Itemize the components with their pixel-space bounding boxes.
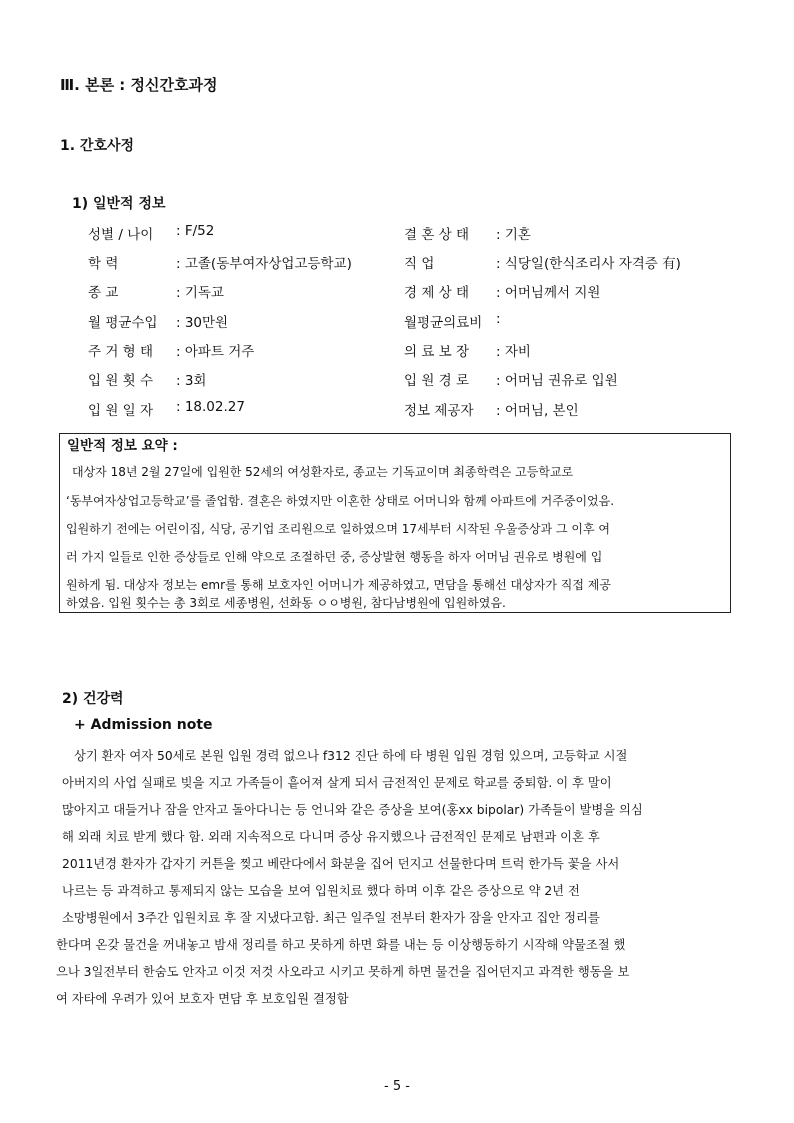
info-label: 의 료 보 장	[404, 344, 470, 360]
summary-line: ‘동부여자상업고등학교’를 졸업함. 결혼은 하였지만 이혼한 상태로 어머니와 함께 아파트에 거주중이었음.	[66, 494, 615, 508]
info-row	[0, 369, 794, 393]
info-row	[0, 340, 794, 364]
info-value: : 30만원	[176, 315, 229, 331]
info-value: : 18.02.27	[176, 399, 245, 415]
info-label: 월평균의료비	[404, 315, 483, 331]
info-label: 입 원 일 자	[88, 403, 154, 419]
body-line: 상기 환자 여자 50세로 본원 입원 경력 없으나 f312 진단 하에 타 병원 입원 경험 있으며, 고등학교 시절	[74, 749, 628, 763]
info-label: 입 원 경 로	[404, 373, 470, 389]
info-value: : 3회	[176, 373, 207, 389]
info-label: 학 력	[88, 256, 119, 272]
body-line: 2011년경 환자가 갑자기 커튼을 찢고 베란다에서 화분을 집어 던지고 선물한다며 트럭 한가득 꽃을 사서	[62, 857, 620, 871]
body-line: 많아지고 대들거나 잠을 안자고 돌아다니는 등 언니와 같은 증상을 보여(홍xx bipolar) 가족들이 발병을 의심	[62, 803, 643, 817]
summary-box	[59, 433, 731, 613]
info-value: : 어머님, 본인	[496, 403, 579, 419]
info-row	[0, 223, 794, 247]
info-label: 직 업	[404, 256, 435, 272]
body-line: 여 자타에 우려가 있어 보호자 면담 후 보호입원 결정함	[56, 992, 349, 1006]
info-value: : 아파트 거주	[176, 344, 255, 360]
info-value: : 어머님께서 지원	[496, 285, 601, 301]
subsection-title: 1. 간호사정	[60, 138, 135, 154]
health-history-heading: 2) 건강력	[62, 691, 124, 707]
body-line: 으나 3일전부터 한숨도 안자고 이것 저것 사오라고 시키고 못하게 하면 물건을 집어던지고 과격한 행동을 보	[56, 965, 630, 979]
summary-line: 입원하기 전에는 어린이집, 식당, 공기업 조리원으로 일하였으며 17세부터 시작된 우울증상과 그 이후 여	[66, 522, 610, 536]
summary-line: 러 가지 일들로 인한 증상들로 인해 약으로 조절하던 중, 증상발현 행동을 하자 어머님 권유로 병원에 입	[66, 550, 603, 564]
info-value: : 고졸(동부여자상업고등학교)	[176, 256, 352, 272]
info-label: 정보 제공자	[404, 403, 474, 419]
info-row	[0, 281, 794, 305]
info-value: :	[496, 311, 501, 327]
info-row	[0, 252, 794, 276]
info-row	[0, 399, 794, 423]
page-number: - 5 -	[384, 1079, 410, 1094]
info-row	[0, 311, 794, 335]
info-value: : F/52	[176, 223, 215, 239]
summary-line: 하였음. 입원 횟수는 총 3회로 세종병원, 선화동 ㅇㅇ병원, 참다남병원에 입원하였음.	[66, 596, 506, 610]
info-value: : 식당일(한식조리사 자격증 有)	[496, 256, 681, 272]
info-label: 월 평균수입	[88, 315, 158, 331]
info-value: : 어머님 권유로 입원	[496, 373, 618, 389]
section-title: Ⅲ. 본론 : 정신간호과정	[60, 76, 218, 94]
summary-line: 대상자 18년 2월 27일에 입원한 52세의 여성환자로, 종교는 기독교이며 최종학력은 고등학교로	[72, 465, 574, 479]
info-label: 입 원 횟 수	[88, 373, 154, 389]
info-value: : 기혼	[496, 227, 531, 243]
body-line: 한다며 온갖 물건을 꺼내놓고 밤새 정리를 하고 못하게 하면 화를 내는 등 이상행동하기 시작해 약물조절 했	[56, 938, 626, 952]
summary-line: 원하게 됨. 대상자 정보는 emr를 통해 보호자인 어머니가 제공하였고, 면담을 통해선 대상자가 직접 제공	[66, 578, 611, 592]
info-label: 주 거 형 태	[88, 344, 154, 360]
info-label: 결 혼 상 태	[404, 227, 470, 243]
admission-note-heading: + Admission note	[74, 717, 213, 733]
info-label: 종 교	[88, 285, 119, 301]
info-label: 성별 / 나이	[88, 227, 154, 243]
body-line: 나르는 등 과격하고 통제되지 않는 모습을 보여 입원치료 했다 하며 이후 같은 증상으로 약 2년 전	[62, 884, 580, 898]
body-line: 아버지의 사업 실패로 빚을 지고 가족들이 흩어져 살게 되서 금전적인 문제로 학교를 중퇴함. 이 후 말이	[62, 776, 612, 790]
body-line: 소망병원에서 3주간 입원치료 후 잘 지냈다고함. 최근 일주일 전부터 환자가 잠을 안자고 집안 정리를	[62, 911, 600, 925]
summary-title: 일반적 정보 요약 :	[67, 438, 178, 454]
body-line: 해 외래 치료 받게 했다 함. 외래 지속적으로 다니며 증상 유지했으나 금전적인 문제로 남편과 이혼 후	[62, 830, 600, 844]
info-value: : 자비	[496, 344, 531, 360]
general-info-heading: 1) 일반적 정보	[72, 196, 166, 212]
info-label: 경 제 상 태	[404, 285, 470, 301]
info-value: : 기독교	[176, 285, 224, 301]
